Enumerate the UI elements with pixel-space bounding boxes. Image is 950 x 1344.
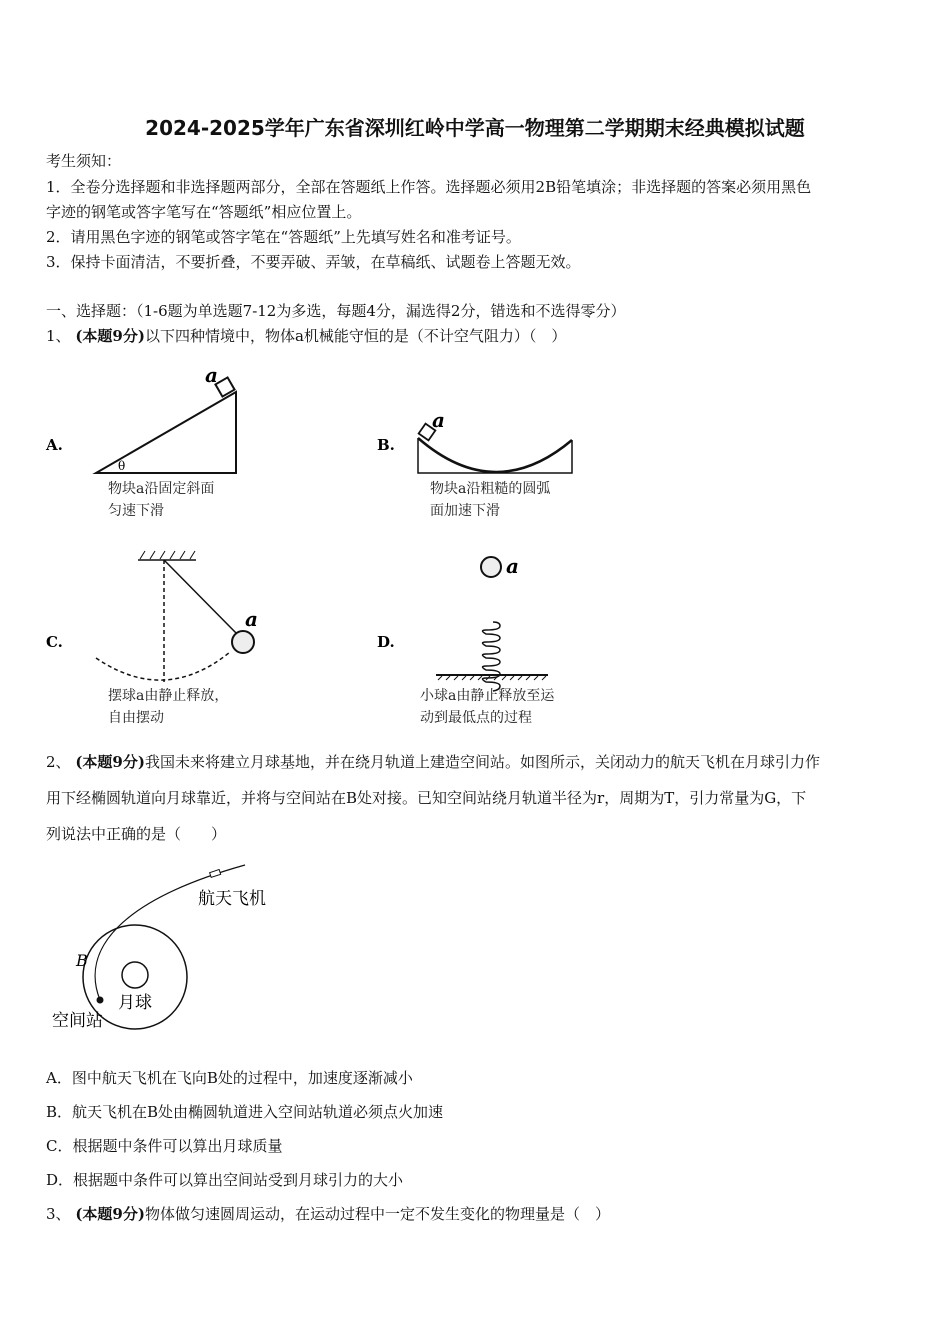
- option-b-label: B.: [377, 436, 395, 454]
- spring-diagram: [436, 554, 548, 691]
- question-number: 3、: [46, 1205, 71, 1223]
- orbit-diagram: [40, 860, 340, 1040]
- question-2: [46, 752, 820, 772]
- option-c-caption: 自由摆动: [108, 710, 164, 726]
- question-text: 我国未来将建立月球基地，并在绕月轨道上建造空间站。如图所示，关闭动力的航天飞机在月球引力作: [144, 753, 820, 771]
- option-b-caption: 物块a沿粗糙的圆弧: [430, 481, 551, 497]
- incline-diagram: [96, 363, 236, 473]
- station-label: 空间站: [52, 1011, 103, 1031]
- arc-surface-diagram: [418, 408, 572, 473]
- option-a-caption: 匀速下滑: [108, 503, 164, 519]
- option-a-caption: 物块a沿固定斜面: [108, 481, 215, 497]
- notice-line: 3．保持卡面清洁，不要折叠，不要弄破、弄皱，在草稿纸、试题卷上答题无效。: [46, 253, 581, 271]
- option-b: B．航天飞机在B处由椭圆轨道进入空间站轨道必须点火加速: [46, 1103, 444, 1121]
- pendulum-diagram: [96, 551, 258, 682]
- page-title: 2024-2025学年广东省深圳红岭中学高一物理第二学期期末经典模拟试题: [145, 116, 805, 140]
- ball-a-mark: a: [506, 554, 519, 578]
- angle-mark: θ: [118, 459, 126, 473]
- question-text: 用下经椭圆轨道向月球靠近，并将与空间站在B处对接。已知空间站绕月轨道半径为r，周期为T，引力常量为G，下: [46, 789, 807, 807]
- question-text: 物体做匀速圆周运动，在运动过程中一定不发生变化的物理量是（ ）: [144, 1205, 610, 1223]
- notice-heading: 考生须知：: [46, 152, 122, 170]
- option-c-caption: 摆球a由静止释放，: [108, 688, 229, 704]
- question-score: (本题9分): [75, 753, 145, 771]
- option-c: C．根据题中条件可以算出月球质量: [46, 1137, 283, 1155]
- notice-line: 1．全卷分选择题和非选择题两部分，全部在答题纸上作答。选择题必须用2B铅笔填涂；非选择题的答案必须用黑色: [46, 178, 812, 196]
- point-b-label: B: [76, 951, 88, 970]
- block-a-mark: a: [432, 408, 445, 432]
- question-1: [46, 326, 566, 346]
- question-number: 1、: [46, 327, 71, 345]
- option-d-caption: 动到最低点的过程: [420, 710, 532, 726]
- question-score: (本题9分): [75, 327, 145, 345]
- question-text: 以下四种情境中，物体a机械能守恒的是（不计空气阻力）（ ）: [144, 327, 567, 345]
- option-b-caption: 面加速下滑: [430, 503, 500, 519]
- option-d: D．根据题中条件可以算出空间站受到月球引力的大小: [46, 1171, 404, 1189]
- option-d-label: D.: [377, 633, 395, 651]
- option-a-label: A.: [46, 436, 63, 454]
- option-c-label: C.: [46, 633, 63, 651]
- question-score: (本题9分): [75, 1205, 145, 1223]
- section-heading: 一、选择题：（1-6题为单选题7-12为多选，每题4分，漏选得2分，错选和不选得零分）: [46, 302, 626, 320]
- notice-line: 2．请用黑色字迹的钢笔或答字笔在“答题纸”上先填写姓名和准考证号。: [46, 228, 521, 246]
- question-3: [46, 1204, 610, 1224]
- notice-line: 字迹的钢笔或答字笔写在“答题纸”相应位置上。: [46, 203, 362, 221]
- shuttle-label: 航天飞机: [198, 889, 266, 909]
- ball-a-mark: a: [245, 607, 258, 631]
- question-text: 列说法中正确的是（ ）: [46, 825, 227, 843]
- block-a-mark: a: [205, 363, 218, 387]
- option-d-caption: 小球a由静止释放至运: [420, 688, 555, 704]
- moon-label: 月球: [118, 993, 152, 1013]
- q1-figures: [0, 360, 950, 740]
- option-a: A．图中航天飞机在飞向B处的过程中，加速度逐渐减小: [46, 1069, 413, 1087]
- question-number: 2、: [46, 753, 71, 771]
